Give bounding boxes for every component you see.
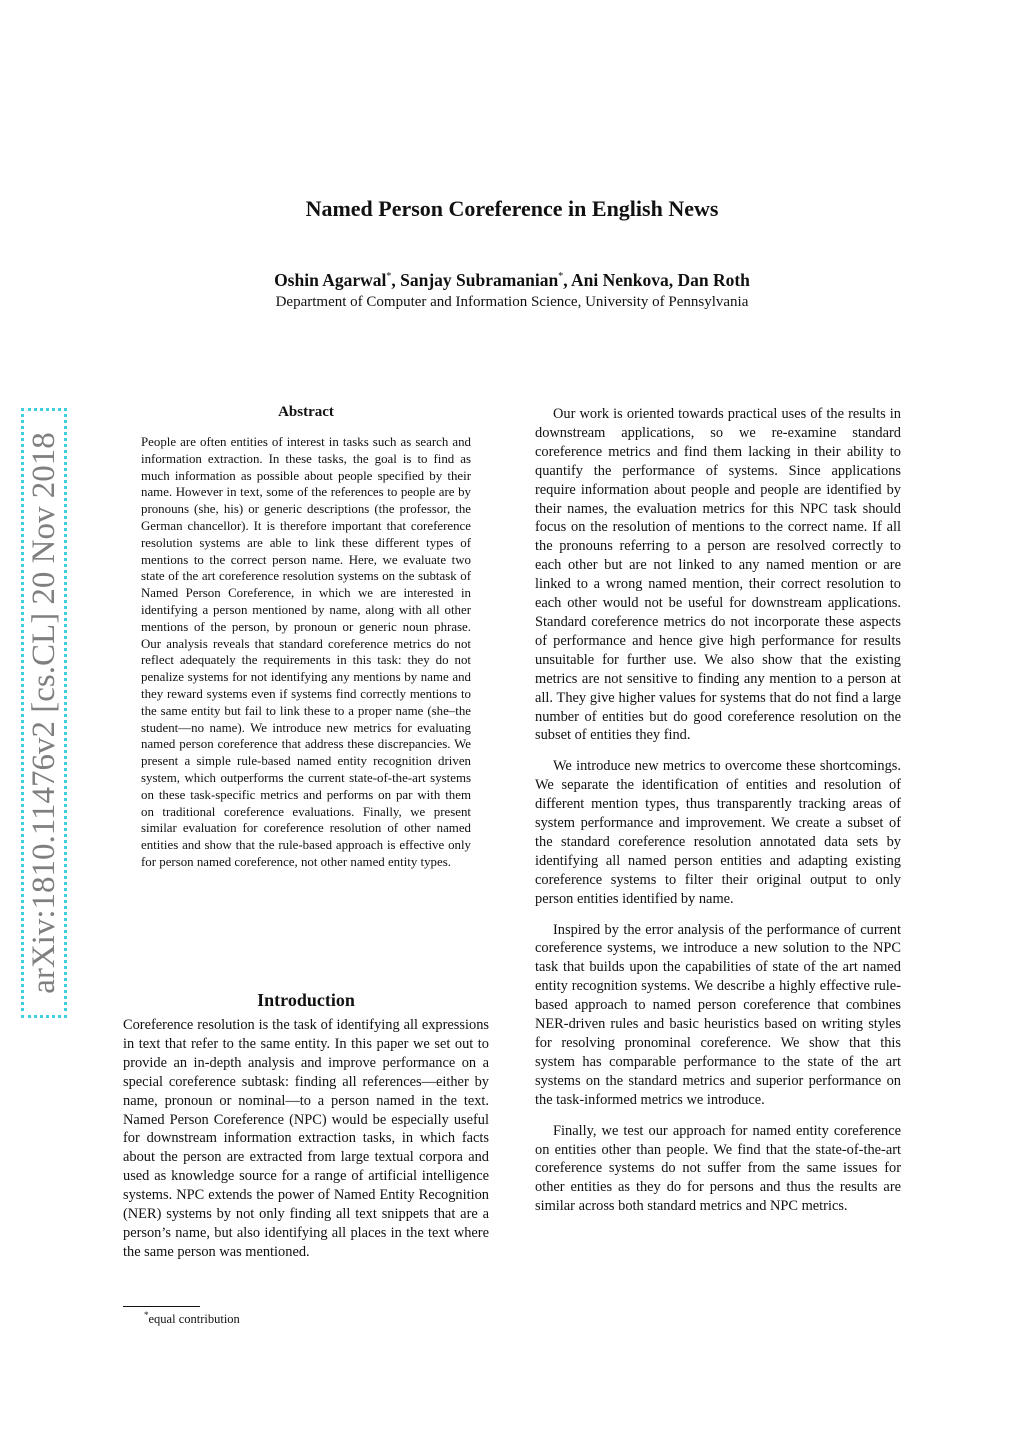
footnote-mark: * <box>144 1310 149 1320</box>
author-separator: , <box>563 270 571 290</box>
paragraph: We introduce new metrics to overcome these shortcomings. We separate the identification of entities and resolution of different mention types, thus transparently tracking areas of system performance and improvement. We create a subset of the standard coreference resolution annotated data sets by identifying all named person entities and adapting existing coreference systems to filter their original output to only person entities identified by name. <box>535 758 901 907</box>
paragraph: Inspired by the error analysis of the performance of current coreference systems, we introduce a new solution to the NPC task that builds upon the capabilities of state of the art named entity recognition systems. We describe a highly effective rule-based approach to named person coreference that combines NER-driven rules and basic heuristics based on writing styles for resolving pronominal coreference. We show that this system has comparable performance to the state of the art systems on the standard metrics and superior performance on the task-informed metrics we introduce. <box>535 921 901 1108</box>
author-name: Sanjay Subramanian <box>400 270 559 290</box>
footnote-text: equal contribution <box>148 1312 240 1327</box>
paper-title: Named Person Coreference in English News <box>305 196 719 221</box>
paragraph: Finally, we test our approach for named entity coreference on entities other than people. We find that the state-of-the-art coreference systems do not suffer from the same issues for other entities as they do for persons and thus the results are similar across both standard metrics and NPC metrics. <box>535 1122 901 1215</box>
footnote-rule <box>123 1306 200 1307</box>
author-name: Ani Nenkova, Dan Roth <box>570 270 750 290</box>
abstract-heading: Abstract <box>278 404 334 420</box>
equal-contribution-mark: * <box>386 271 392 283</box>
arxiv-stamp: arXiv:1810.11476v2 [cs.CL] 20 Nov 2018 <box>21 408 67 1018</box>
paragraph: Our work is oriented towards practical uses of the results in downstream applications, so we re-examine standard coreference metrics and find them lacking in their ability to quantify the performance of systems. Since applications require information about people and people are identified by their names, the evaluation metrics for this NPC task should focus on the resolution of mentions to the correct name. If all the pronouns referring to a person are resolved correctly to each other but are not linked to any named mention or are linked to a wrong named mention, their correct resolution to each other would not be useful for downstream applications. Standard coreference metrics do not incorporate these aspects of performance and hence give high performance for results unsuitable for further use. We also show that the existing metrics are not sensitive to finding any mention to a person at all. They give higher values for systems that do not find a large number of entities but do good coreference resolution on the subset of entities they find. <box>535 406 901 744</box>
equal-contribution-mark: * <box>558 271 564 283</box>
abstract-text: People are often entities of interest in tasks such as search and information extraction. In these tasks, the goal is to find as much information as possible about people specified by their name. However in text, some of the references to people are by pronouns (she, his) or generic descriptions (the professor, the German chancellor). It is therefore important that coreference resolution systems are able to link these different types of mentions to the correct person name. Here, we evaluate two state of the art coreference resolution systems on the subtask of Named Person Coreference, in which we are interested in identifying a person mentioned by name, along with all other mentions of the person, by pronoun or generic noun phrase. Our analysis reveals that standard coreference metrics do not reflect adequately the requirements in this task: they do not penalize systems for not identifying any mentions by name and they reward systems even if systems find correctly mentions to the same entity but fail to link these to a proper name (she–the student—no name). We introduce new metrics for evaluating named person coreference that address these discrepancies. We present a simple rule-based named entity recognition driven system, which outperforms the current state-of-the-art systems on these task-specific metrics and performs on par with them on traditional coreference evaluations. Finally, we present similar evaluation for coreference resolution of other named entities and show that the rule-based approach is effective only for person named coreference, not other named entity types. <box>141 435 471 869</box>
introduction-text: Coreference resolution is the task of identifying all expressions in text that refer to the same entity. In this paper we set out to provide an in-depth analysis and improve performance on a special coreference subtask: finding all references—either by name, pronoun or nominal—to a person named in the text. Named Person Coreference (NPC) would be especially useful for downstream information extraction tasks, in which facts about the person are extracted from large textual corpora and used as knowledge source for a range of artificial intelligence systems. NPC extends the power of Named Entity Recognition (NER) systems by not only finding all text snippets that are a person’s name, but also identifying all places in the text where the same person was mentioned. <box>123 1017 489 1260</box>
affiliation: Department of Computer and Information Science, University of Pennsylvania <box>275 294 749 310</box>
author-list <box>0 270 1024 291</box>
right-column <box>535 405 901 1228</box>
author-separator: , <box>391 270 401 290</box>
author-name: Oshin Agarwal <box>274 270 387 290</box>
introduction-heading: Introduction <box>257 990 355 1010</box>
footnote <box>144 1310 240 1327</box>
